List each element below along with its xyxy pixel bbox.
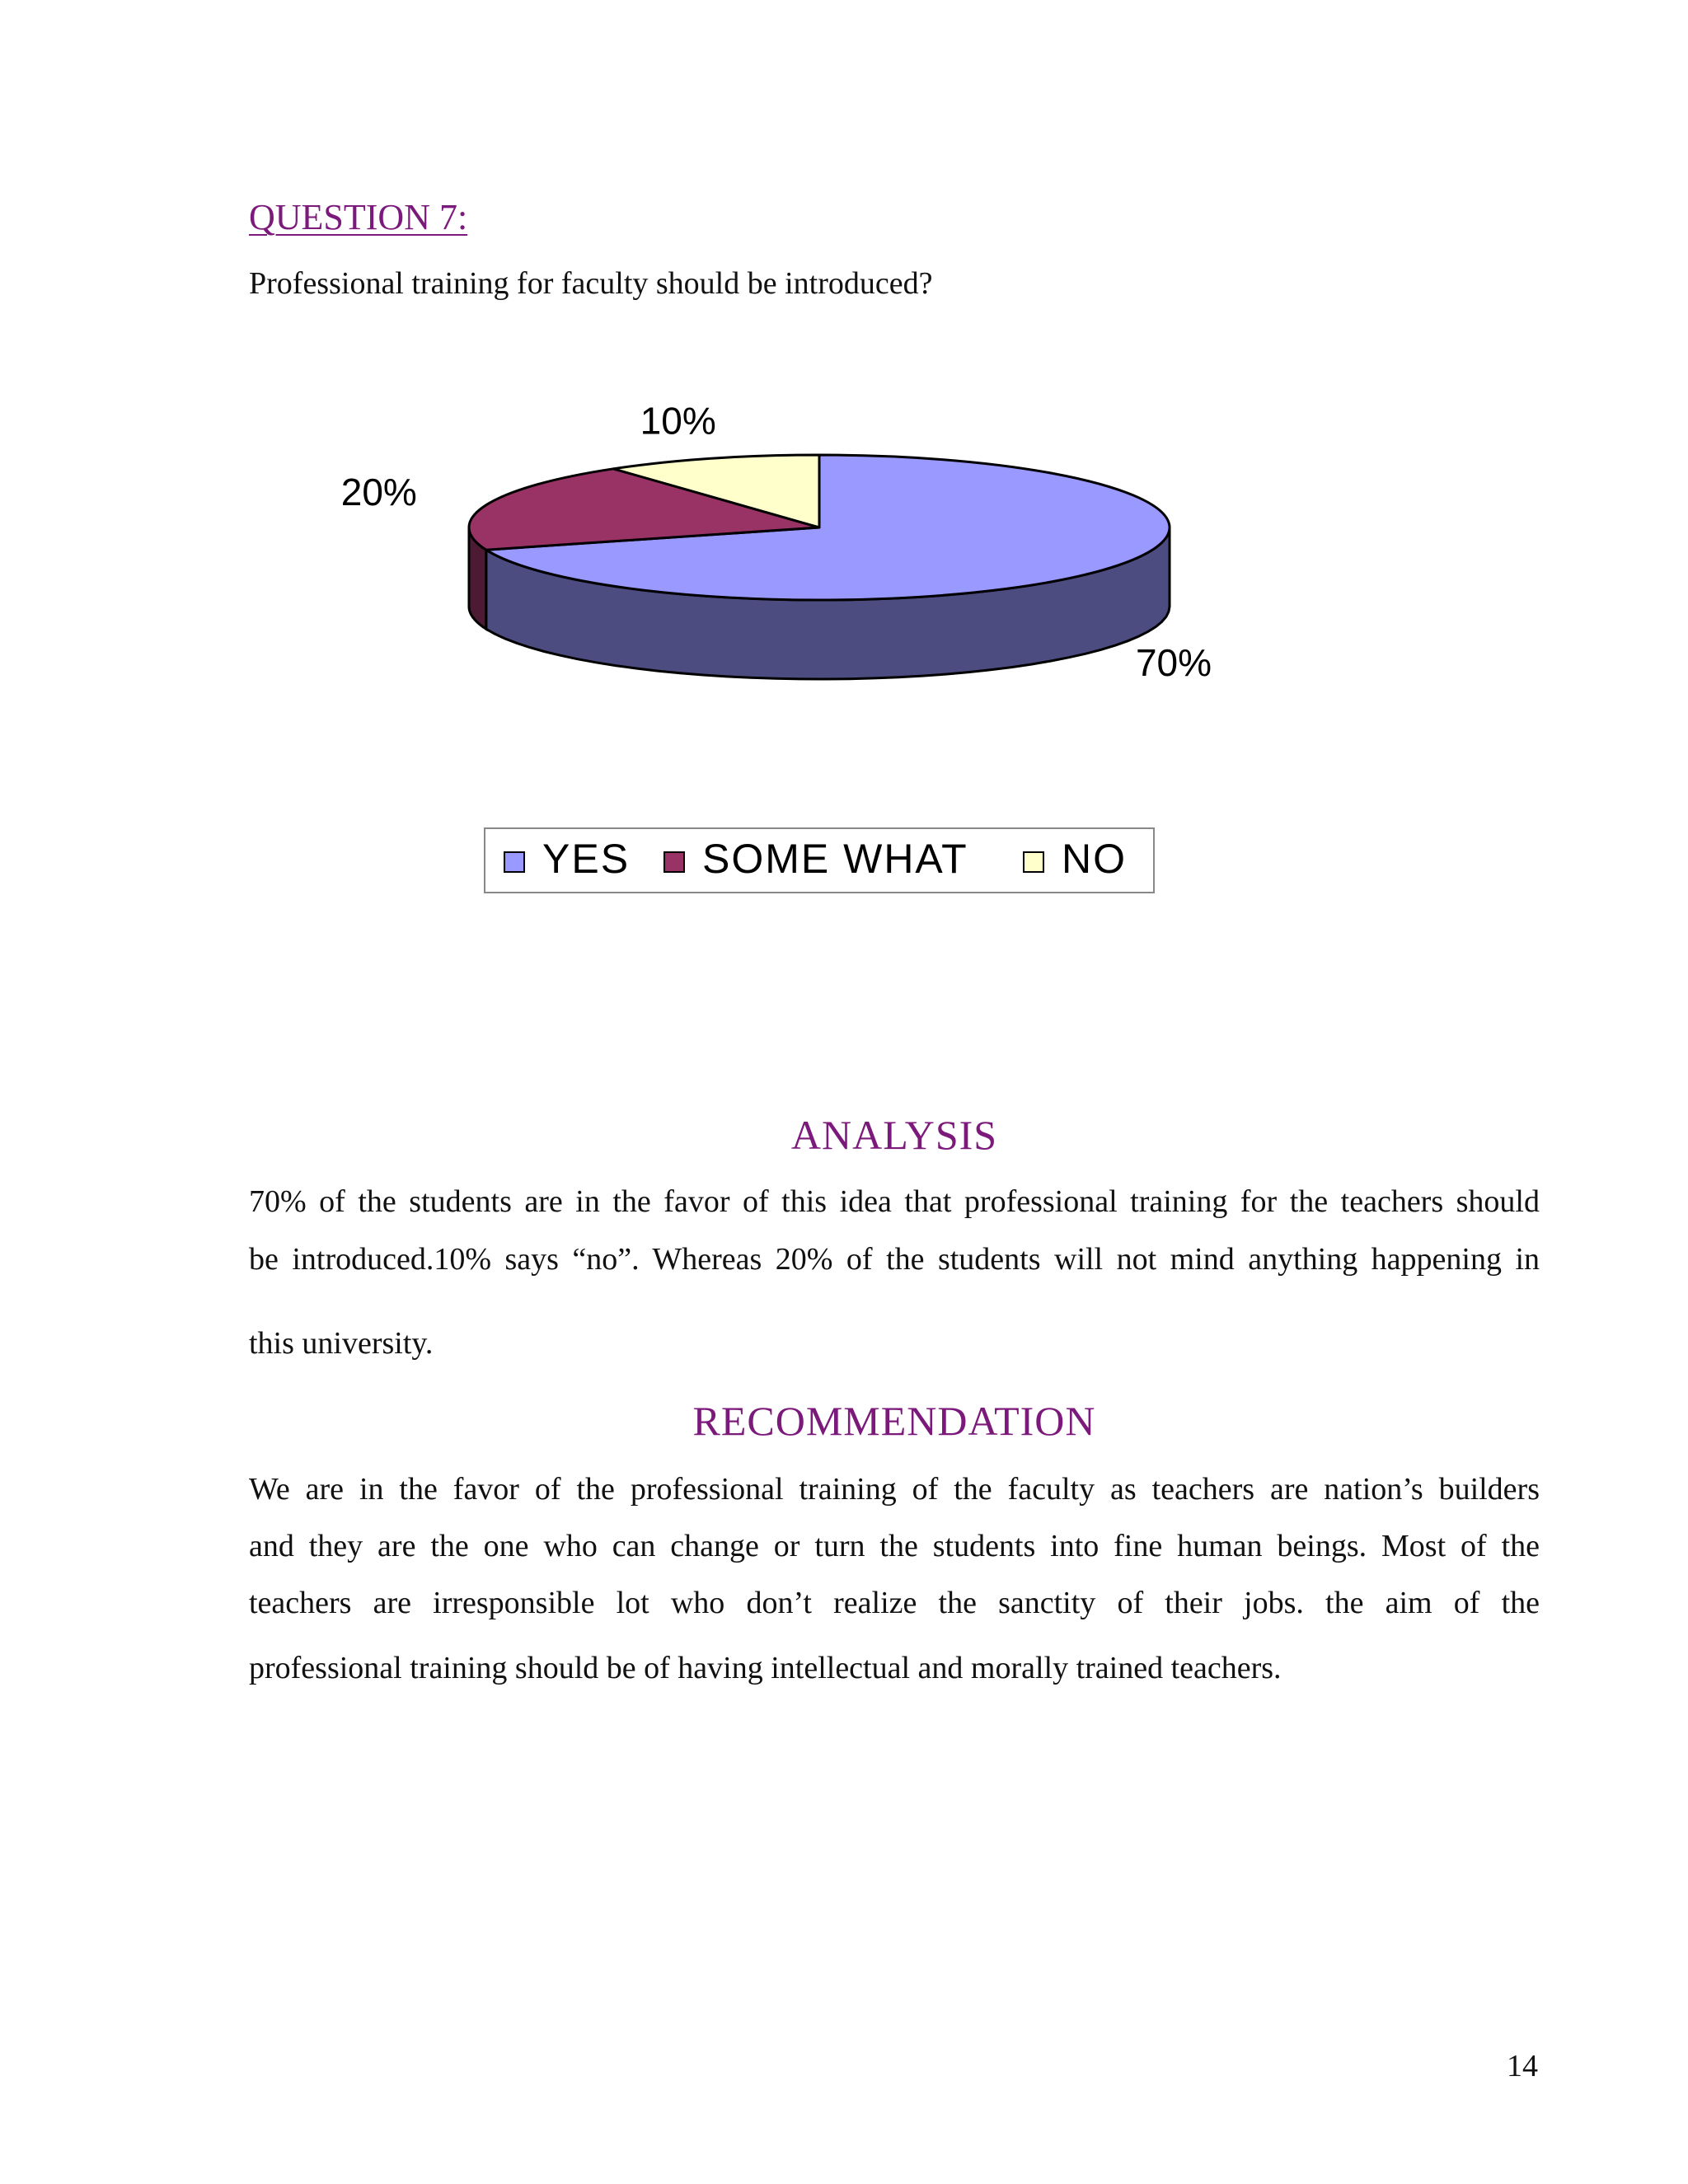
analysis-line: 70% of the students are in the favor of this idea that professional training for the teachers should — [249, 1184, 1540, 1219]
chart-legend — [485, 828, 1154, 893]
pie-top — [469, 455, 1170, 600]
recommendation-title: RECOMMENDATION — [692, 1398, 1096, 1444]
legend-label: YES — [542, 836, 631, 882]
data-label: 10% — [640, 399, 716, 443]
legend-label: NO — [1062, 836, 1127, 882]
recommendation-line: professional training should be of having intellectual and morally trained teachers. — [249, 1651, 1282, 1685]
recommendation-line: teachers are irresponsible lot who don’t realize the sanctity of their jobs. the aim of the — [249, 1586, 1540, 1620]
analysis-line: this university. — [249, 1326, 434, 1361]
recommendation-line: We are in the favor of the professional training of the faculty as teachers are nation’s builders — [249, 1472, 1540, 1507]
legend-swatch — [664, 852, 684, 872]
analysis-line: be introduced.10% says “no”. Whereas 20% of the students will not mind anything happening in — [249, 1242, 1540, 1277]
legend-label: SOME WHAT — [702, 836, 968, 882]
legend-swatch — [504, 852, 524, 872]
page-number: 14 — [1507, 2049, 1538, 2083]
recommendation-line: and they are the one who can change or turn the students into fine human beings. Most of the — [249, 1529, 1540, 1563]
data-label: 20% — [340, 470, 417, 513]
legend-swatch — [1024, 852, 1043, 872]
data-label: 70% — [1135, 641, 1212, 684]
question-heading: QUESTION 7: — [249, 197, 468, 237]
question-text: Professional training for faculty should be introduced? — [249, 266, 933, 301]
analysis-title: ANALYSIS — [790, 1112, 998, 1158]
pie-chart — [0, 0, 1688, 923]
